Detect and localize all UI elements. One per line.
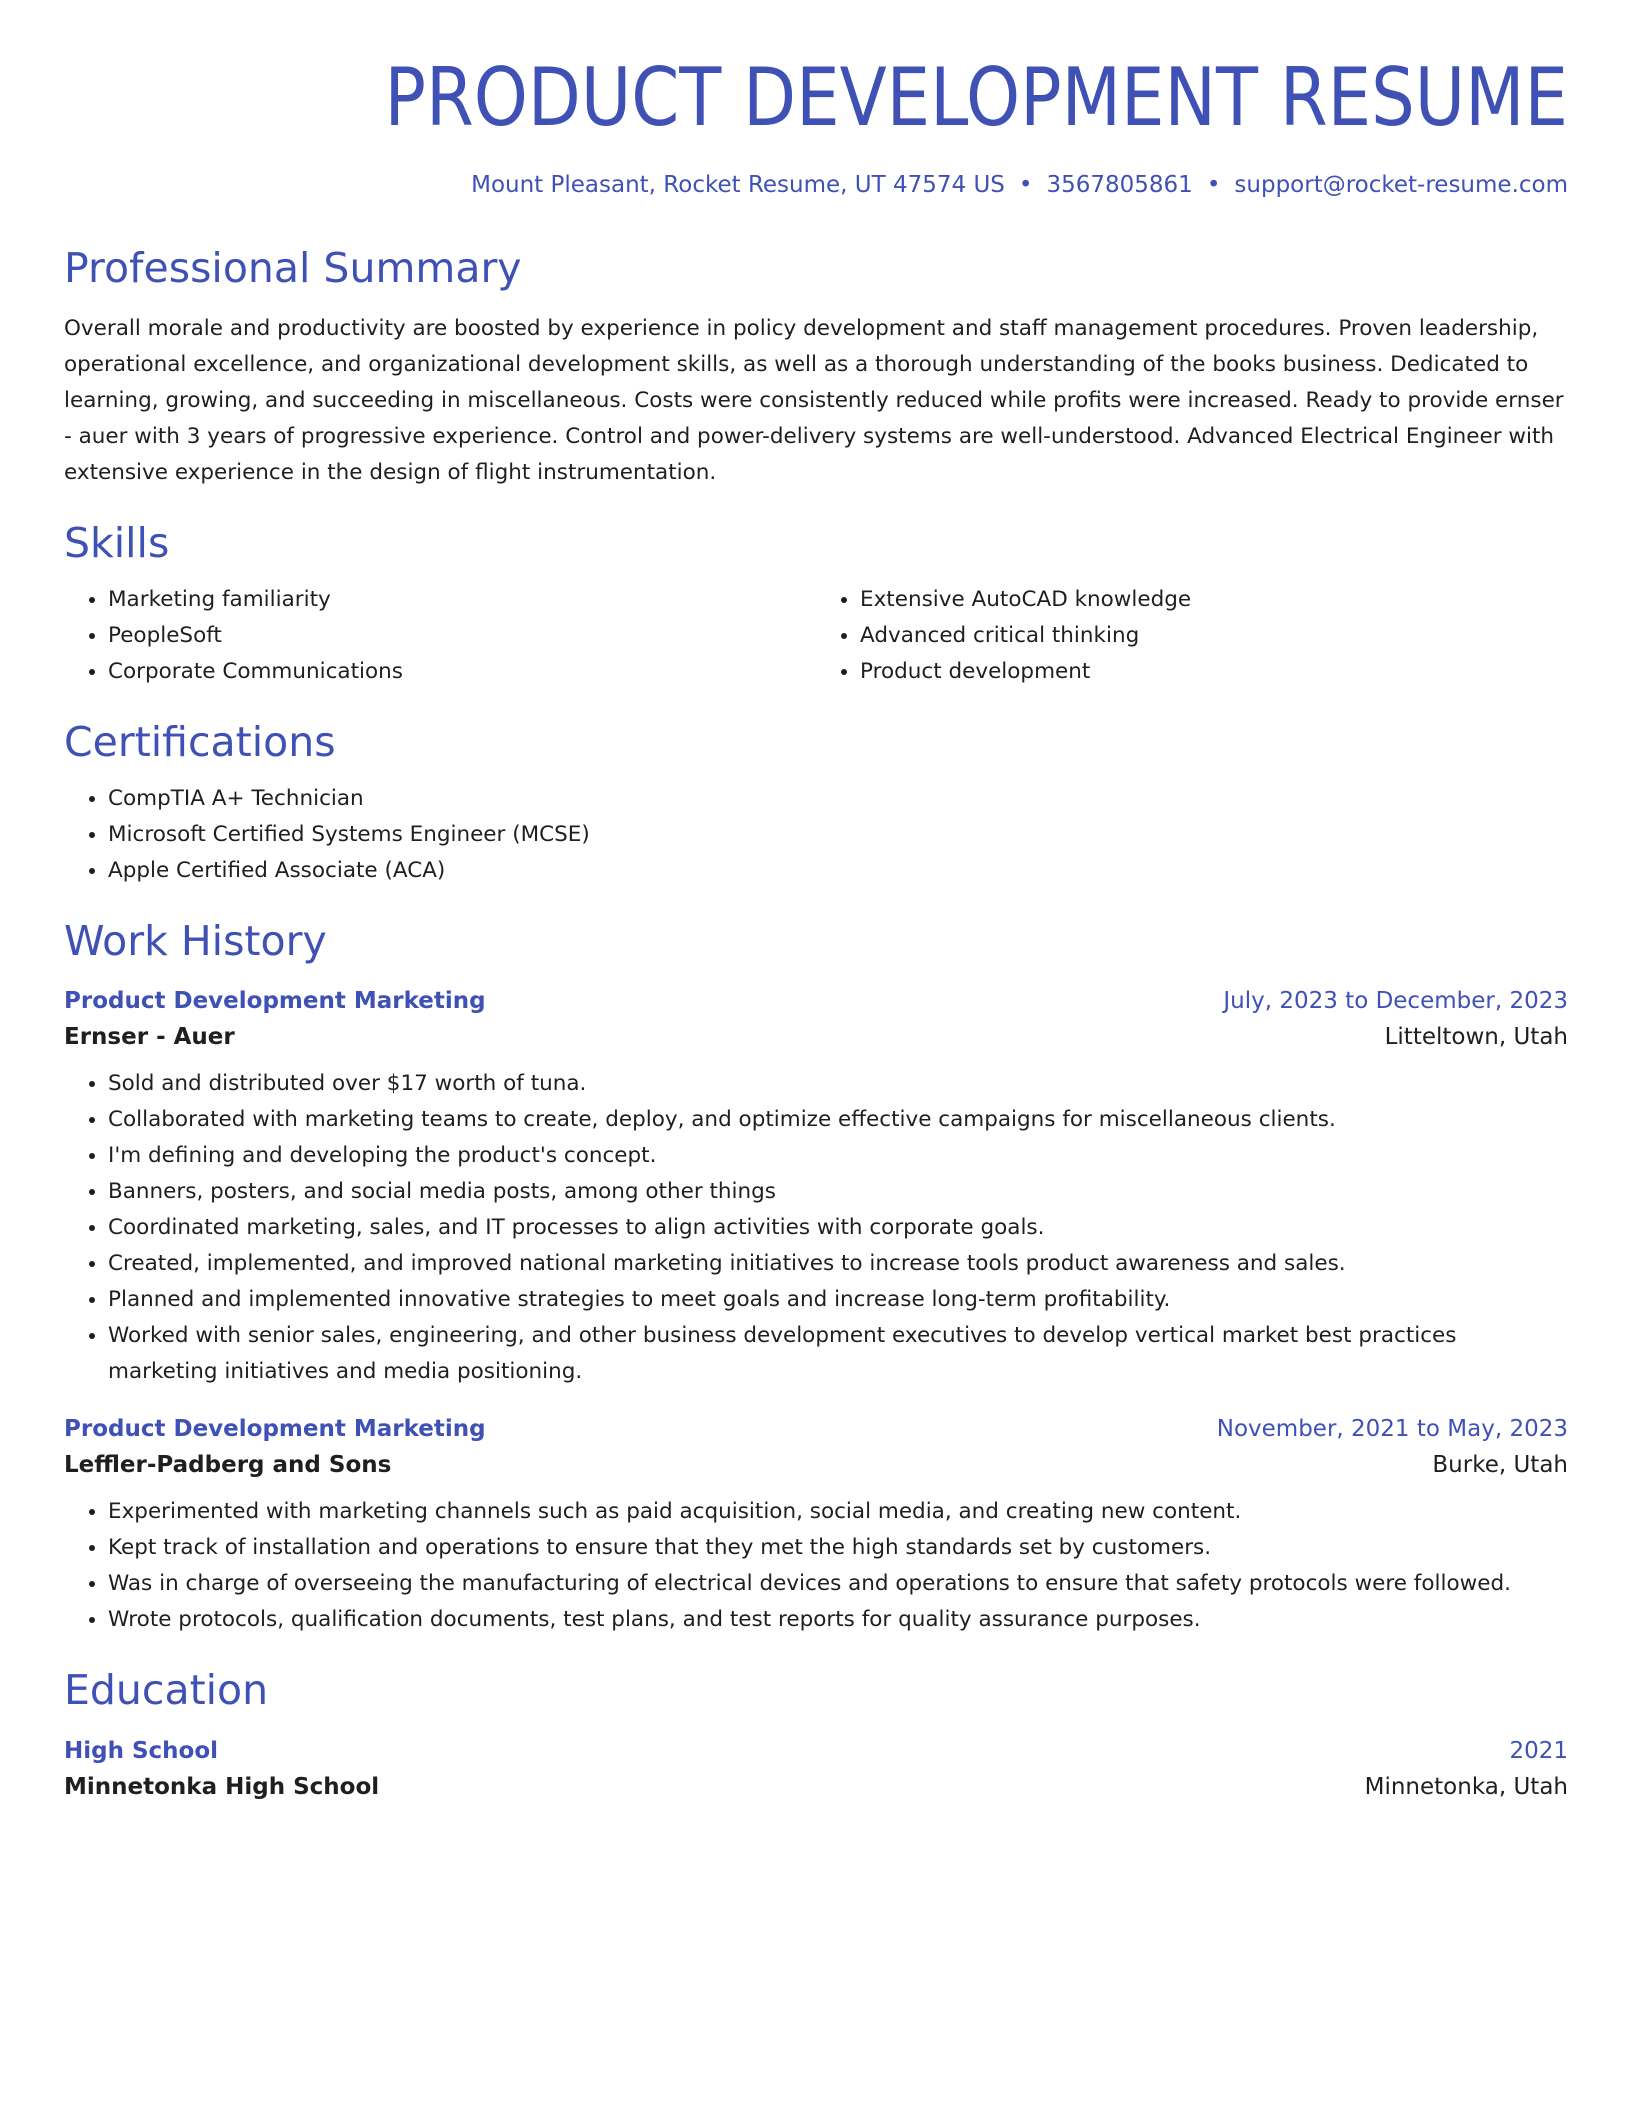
- skills-list-left: [64, 582, 816, 690]
- education-header: [64, 1738, 1568, 1764]
- certifications-list: [64, 781, 1568, 889]
- job-bullet: • I'm defining and developing the product's concept.: [108, 1138, 1568, 1174]
- skills-section: [64, 519, 1568, 690]
- job-dates: November, 2021 to May, 2023: [1216, 1416, 1568, 1443]
- skill-item: • PeopleSoft: [108, 618, 816, 654]
- certifications-section: [64, 718, 1568, 889]
- job-bullet: • Sold and distributed over $17 worth of tuna.: [108, 1066, 1568, 1102]
- job-subheader: [64, 1024, 1568, 1050]
- contact-separator: •: [1018, 172, 1033, 198]
- skill-item: • Corporate Communications: [108, 654, 816, 690]
- education-section: [64, 1666, 1568, 1799]
- education-school: Minnetonka High School: [64, 1773, 380, 1800]
- skill-item: • Extensive AutoCAD knowledge: [860, 582, 1568, 618]
- job-role: Product Development Marketing: [64, 988, 486, 1015]
- contact-line: [64, 172, 1568, 200]
- job-bullet: • Coordinated marketing, sales, and IT processes to align activities with corporate goals.: [108, 1210, 1568, 1246]
- contact-phone[interactable]: 3567805861: [1046, 172, 1193, 198]
- contact-separator: •: [1206, 172, 1221, 198]
- job-company: Ernser - Auer: [64, 1024, 235, 1051]
- section-heading: Education: [64, 1666, 269, 1715]
- skills-columns: [64, 582, 1568, 690]
- certification-item: • CompTIA A+ Technician: [108, 781, 1568, 817]
- professional-summary-section: [64, 244, 1568, 491]
- section-heading: Skills: [64, 518, 170, 567]
- job-bullets: [64, 1494, 1568, 1638]
- work-history-section: [64, 917, 1568, 1638]
- job-company: Leffler-Padberg and Sons: [64, 1452, 392, 1479]
- contact-email[interactable]: support@rocket-resume.com: [1234, 172, 1568, 198]
- resume-title: PRODUCT DEVELOPMENT RESUME: [384, 51, 1569, 144]
- job-bullet: • Was in charge of overseeing the manufacturing of electrical devices and operations to ensure that safety protocols were followed.: [108, 1566, 1568, 1602]
- contact-address: Mount Pleasant, Rocket Resume, UT 47574 US: [471, 172, 1005, 198]
- skill-item: • Marketing familiarity: [108, 582, 816, 618]
- job-bullet: • Created, implemented, and improved national marketing initiatives to increase tools product awareness and sales.: [108, 1246, 1568, 1282]
- certification-item: • Apple Certified Associate (ACA): [108, 853, 1568, 889]
- skill-item: • Product development: [860, 654, 1568, 690]
- summary-text: Overall morale and productivity are boosted by experience in policy development and staff management procedures. Proven leadership, operational excellence, and organizational development skills, as well as a thorough understanding of the books business. Dedicated to learning, growing, and succeeding in miscellaneous. Costs were consistently reduced while profits were increased. Ready to provide ernser - auer with 3 years of progressive experience. Control and power-delivery systems are well-understood. Advanced Electrical Engineer with extensive experience in the design of flight instrumentation.: [64, 315, 1564, 485]
- education-location: Minnetonka, Utah: [1364, 1773, 1568, 1800]
- job-location: Litteltown, Utah: [1384, 1024, 1568, 1051]
- job-bullet: • Wrote protocols, qualification documents, test plans, and test reports for quality assurance purposes.: [108, 1602, 1568, 1638]
- job-bullet: • Kept track of installation and operations to ensure that they met the high standards set by customers.: [108, 1530, 1568, 1566]
- job-bullet: • Collaborated with marketing teams to create, deploy, and optimize effective campaigns for miscellaneous clients.: [108, 1102, 1568, 1138]
- job-bullet: • Worked with senior sales, engineering, and other business development executives to develop vertical market best practices marketing initiatives and media positioning.: [108, 1318, 1568, 1390]
- skill-item: • Advanced critical thinking: [860, 618, 1568, 654]
- job-subheader: [64, 1452, 1568, 1478]
- job-entry: [64, 988, 1568, 1390]
- job-bullets: [64, 1066, 1568, 1390]
- certification-item: • Microsoft Certified Systems Engineer (MCSE): [108, 817, 1568, 853]
- job-bullet: • Planned and implemented innovative strategies to meet goals and increase long-term profitability.: [108, 1282, 1568, 1318]
- job-location: Burke, Utah: [1432, 1452, 1568, 1479]
- job-header: [64, 988, 1568, 1014]
- section-heading: Work History: [64, 917, 327, 966]
- job-dates: July, 2023 to December, 2023: [1223, 988, 1568, 1015]
- section-heading: Certifications: [64, 717, 336, 766]
- education-subheader: [64, 1774, 1568, 1800]
- job-bullet: • Banners, posters, and social media posts, among other things: [108, 1174, 1568, 1210]
- section-heading: Professional Summary: [64, 243, 522, 292]
- education-degree: High School: [64, 1737, 219, 1764]
- job-bullet: • Experimented with marketing channels such as paid acquisition, social media, and creating new content.: [108, 1494, 1568, 1530]
- job-role: Product Development Marketing: [64, 1416, 486, 1443]
- job-header: [64, 1416, 1568, 1442]
- education-year: 2021: [1509, 1737, 1568, 1764]
- skills-list-right: [816, 582, 1568, 690]
- job-entry: [64, 1416, 1568, 1638]
